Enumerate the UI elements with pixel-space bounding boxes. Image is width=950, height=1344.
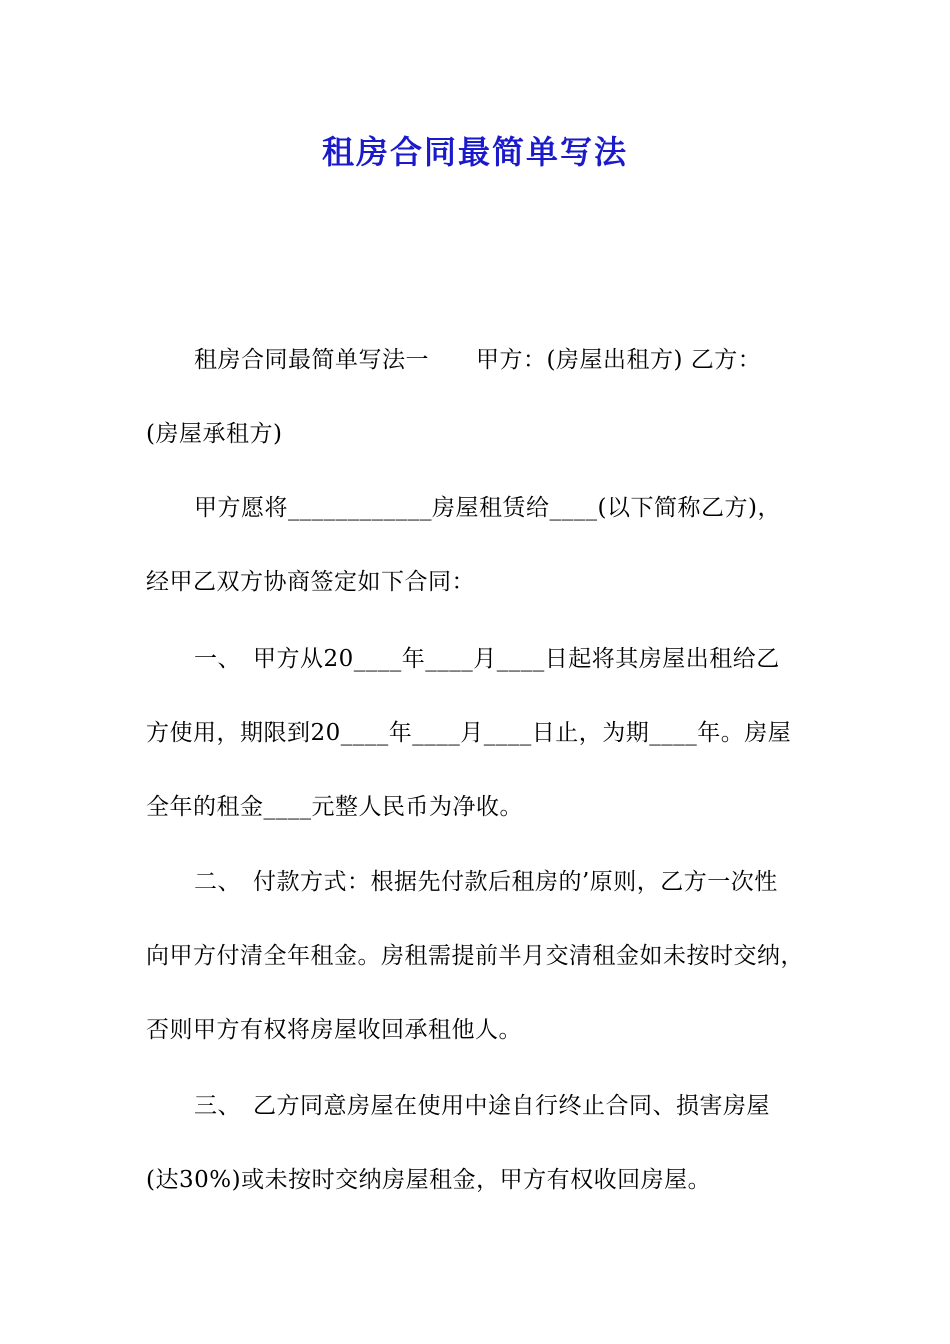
paragraph-line: 租房合同最简单写法一 甲方：(房屋出租方) 乙方： (194, 347, 762, 373)
paragraph-line: 一、 甲方从20____年____月____日起将其房屋出租给乙 (194, 646, 780, 672)
paragraph-line: 经甲乙双方协商签定如下合同： (146, 569, 475, 595)
paragraph-line: (达30%)或未按时交纳房屋租金，甲方有权收回房屋。 (146, 1167, 712, 1193)
paragraph-line: 二、 付款方式：根据先付款后租房的’原则，乙方一次性 (194, 869, 778, 895)
paragraph-line: 方使用，期限到20____年____月____日止，为期____年。房屋 (146, 720, 792, 746)
paragraph-line: 向甲方付清全年租金。房租需提前半月交清租金如未按时交纳， (146, 943, 804, 969)
document-title: 租房合同最简单写法 (321, 133, 628, 171)
paragraph-line: 否则甲方有权将房屋收回承租他人。 (146, 1017, 522, 1043)
paragraph-line: 全年的租金____元整人民币为净收。 (146, 794, 523, 820)
paragraph-line: 三、 乙方同意房屋在使用中途自行终止合同、损害房屋 (194, 1093, 770, 1119)
paragraph-line: (房屋承租方) (146, 421, 283, 447)
paragraph-line: 甲方愿将____________房屋租赁给____(以下简称乙方)， (194, 495, 781, 521)
